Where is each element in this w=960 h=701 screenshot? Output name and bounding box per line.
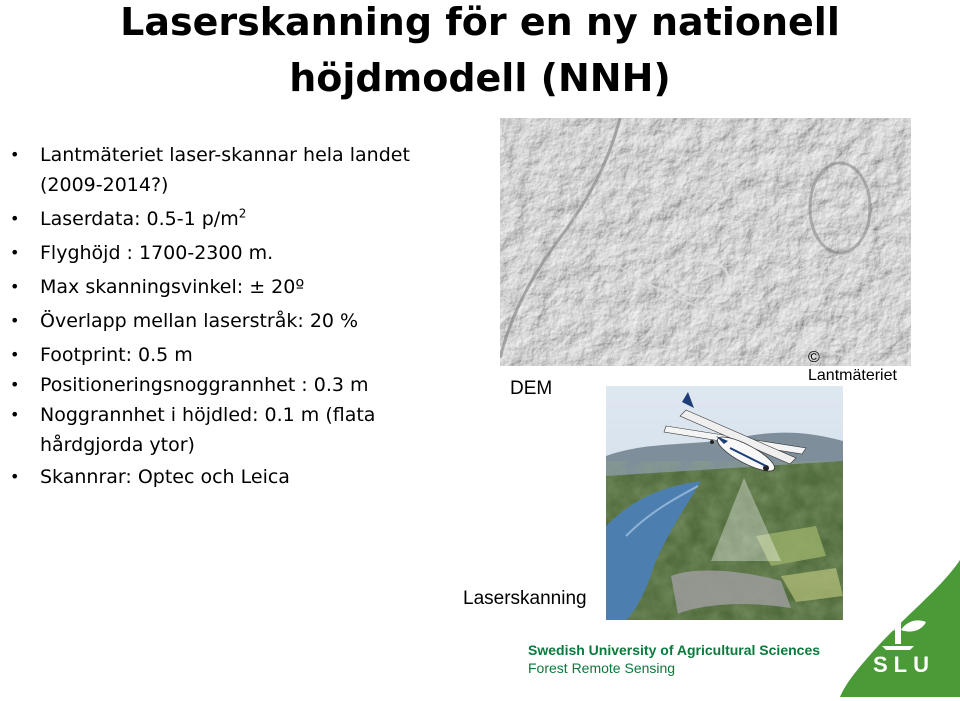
bullet-text: Noggrannhet i höjdled: 0.1 m (flata hårdgjorda ytor) [40,404,376,456]
bullet-item [10,204,480,234]
copyright-notice [808,349,897,385]
bullet-item [10,462,480,492]
bullet-item [10,238,480,268]
title-line-1: Laserskanning för en ny nationell [120,0,840,44]
bullet-dot-icon: • [10,311,20,330]
dem-label: DEM [510,378,553,399]
footer [528,641,820,677]
title-line-2: höjdmodell (NNH) [289,56,671,100]
bullet-text: Skannrar: Optec och Leica [40,466,290,488]
bullet-text: Laserdata: 0.5-1 p/m [40,208,239,230]
bullet-dot-icon: • [10,209,20,228]
bullet-item [10,306,480,336]
bullet-item [10,370,480,400]
bullet-text: Lantmäteriet laser-skannar hela landet (2009-2014?) [40,144,410,196]
copyright-icon: © [808,349,820,366]
slu-logo [840,560,960,697]
bullet-text: Footprint: 0.5 m [40,344,193,366]
department-name: Forest Remote Sensing [528,660,676,676]
copyright-owner: Lantmäteriet [808,367,897,384]
bullet-item [10,340,480,370]
bullet-item [10,400,430,460]
university-name: Swedish University of Agricultural Sciences [528,642,821,658]
bullet-list [10,140,480,496]
bullet-text: Positioneringsnoggrannhet : 0.3 m [40,374,369,396]
bullet-text: Överlapp mellan laserstråk: 20 % [40,310,359,332]
aerial-laser-scanning-photo [606,386,843,620]
bullet-superscript: 2 [238,206,247,221]
bullet-dot-icon: • [10,345,20,364]
bullet-dot-icon: • [10,145,20,164]
bullet-dot-icon: • [10,375,20,394]
slu-logo-text: SLU [873,652,935,677]
bullet-item [10,140,450,200]
bullet-text: Max skanningsvinkel: ± 20º [40,276,305,298]
bullet-text: Flyghöjd : 1700-2300 m. [40,242,274,264]
bullet-dot-icon: • [10,405,20,424]
dem-hillshade-image [500,118,911,366]
bullet-item [10,272,480,302]
bullet-dot-icon: • [10,467,20,486]
laserskanning-label: Laserskanning [463,588,587,609]
bullet-dot-icon: • [10,243,20,262]
bullet-dot-icon: • [10,277,20,296]
